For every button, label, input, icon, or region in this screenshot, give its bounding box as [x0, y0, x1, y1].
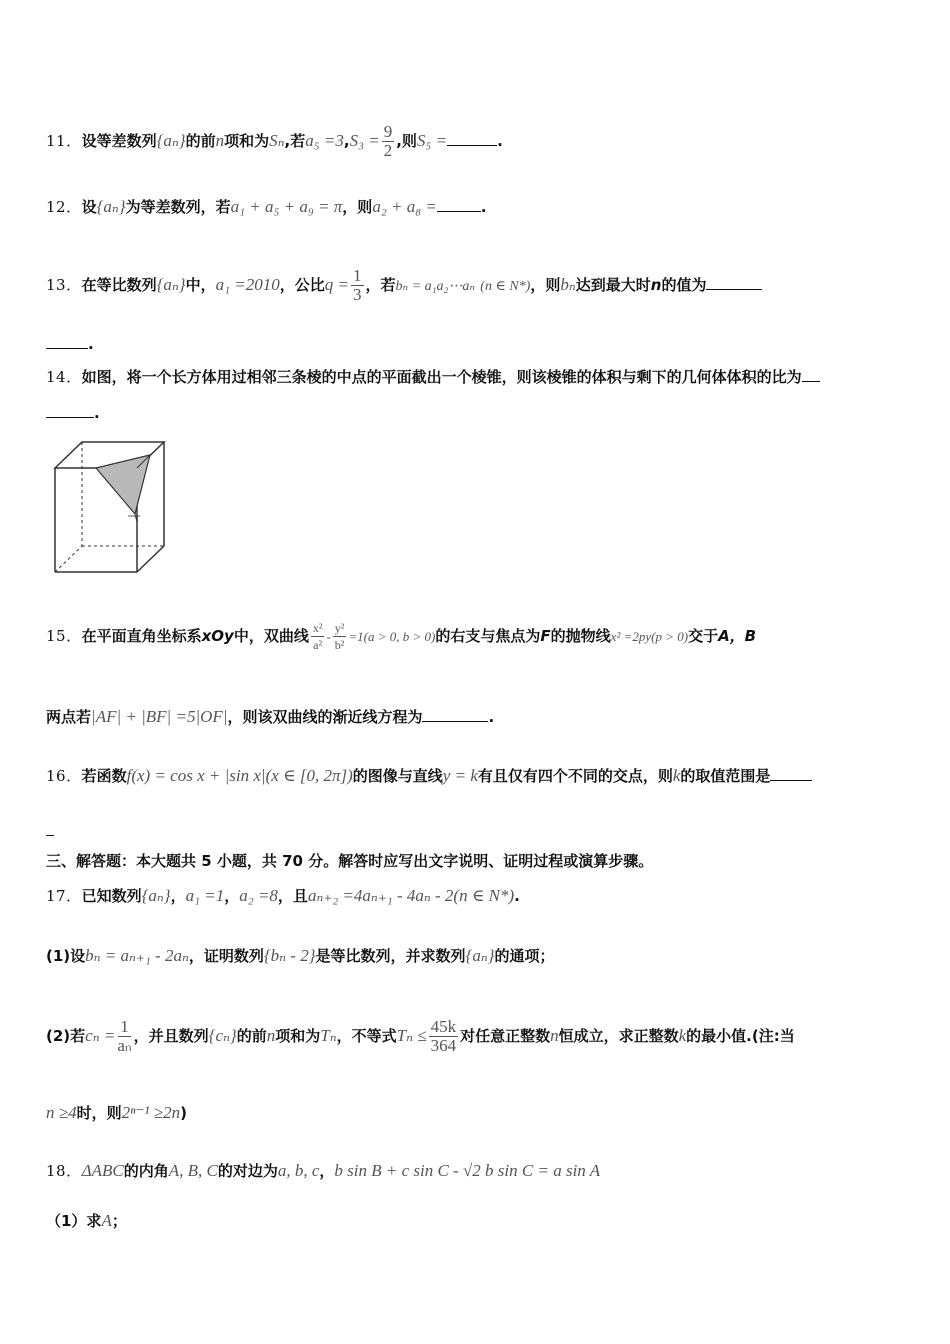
fraction-1-over-an: $\frac{1}{\text{aₙ}}$ [117, 1017, 132, 1055]
answer-blank [422, 707, 488, 722]
question-17-part-2: (2)若cₙ = $\frac{1}{\text{aₙ}}$ ，并且数列{cₙ}的前n项和为Tₙ，不等式Tₙ ≤ $\frac{45k}{364}$ 对任意正整数n恒成立，求正整数k的最小值.(注:当 [46, 1017, 795, 1055]
question-17-part-2-note: n ≥4时，则2ⁿ⁻¹ ≥2n) [46, 1103, 187, 1122]
question-13-cont: . [46, 333, 910, 355]
answer-blank [770, 766, 812, 781]
fraction-9-over-2: $\frac{9}{2}$ [383, 122, 393, 160]
question-18-part-1: （1）求A； [46, 1211, 127, 1230]
answer-blank [46, 334, 88, 349]
answer-blank [46, 821, 54, 836]
section-3-heading: 三、解答题：本大题共 5 小题，共 70 分。解答时应写出文字说明、证明过程或演算步骤。 [46, 852, 654, 870]
fraction-x2-a2: $\frac{\text{x²}}{\text{a²}}$ [312, 621, 323, 652]
question-17-part-1: (1)设bₙ = aₙ₊₁ - 2aₙ，证明数列{bₙ - 2}是等比数列，并求数列{aₙ}的通项； [46, 946, 555, 965]
fraction-1-over-3: $\frac{1}{3}$ [353, 266, 362, 304]
question-17: 17．已知数列{aₙ}，a₁ =1，a₂ =8，且aₙ₊₂ =4aₙ₊₁ - 4aₙ - 2(n ∈ N*). [46, 886, 520, 905]
answer-blank [447, 131, 497, 146]
question-11: 11．设等差数列{aₙ}的前n项和为Sₙ,若a₅ =3,S₃ = $\frac{9}{2}$ ,则S₅ = . [46, 122, 503, 160]
fraction-45k-over-364: $\frac{45k}{364}$ [430, 1017, 457, 1055]
question-13: 13．在等比数列{aₙ}中，a₁ =2010，公比q = $\frac{1}{3}$ ，若bₙ = a₁a₂⋯aₙ (n ∈ N*)，则bₙ达到最大时n的值为 [46, 267, 910, 304]
answer-blank [706, 275, 762, 290]
cuboid-pyramid-figure [50, 438, 170, 578]
question-18: 18．ΔABC的内角A, B, C的对边为a, b, c，b sin B + c sin C - √2 b sin C = a sin A [46, 1161, 601, 1180]
question-14-cont: . [46, 402, 910, 424]
answer-blank [437, 197, 481, 212]
question-15-cont: 两点若|AF| + |BF| =5|OF|，则该双曲线的渐近线方程为 . [46, 707, 495, 726]
question-12: 12．设{aₙ}为等差数列，若a₁ + a₅ + a₉ = π，则a₂ + a₈ = . [46, 197, 487, 216]
question-16: 16．若函数f(x) = cos x + |sin x|(x ∈ [0, 2π])的图像与直线y = k有且仅有四个不同的交点，则k的取值范围是 [46, 765, 910, 787]
fraction-y2-b2: $\frac{\text{y²}}{\text{b²}}$ [334, 621, 345, 652]
answer-blank [802, 367, 820, 382]
question-15: 15．在平面直角坐标系xOy中，双曲线 $\frac{\text{x²}}{\text{a²}}$ - $\frac{\text{y²}}{\text{b²}}$ =1(a > 0, b > 0)的右支与焦点为F的抛物线x² =2py(p > 0)交于A，B [46, 621, 757, 652]
answer-blank [46, 403, 94, 418]
question-16-cont [46, 820, 910, 842]
question-14: 14．如图，将一个长方体用过相邻三条棱的中点的平面截出一个棱锥，则该棱锥的体积与剩下的几何体体积的比为 [46, 366, 910, 388]
